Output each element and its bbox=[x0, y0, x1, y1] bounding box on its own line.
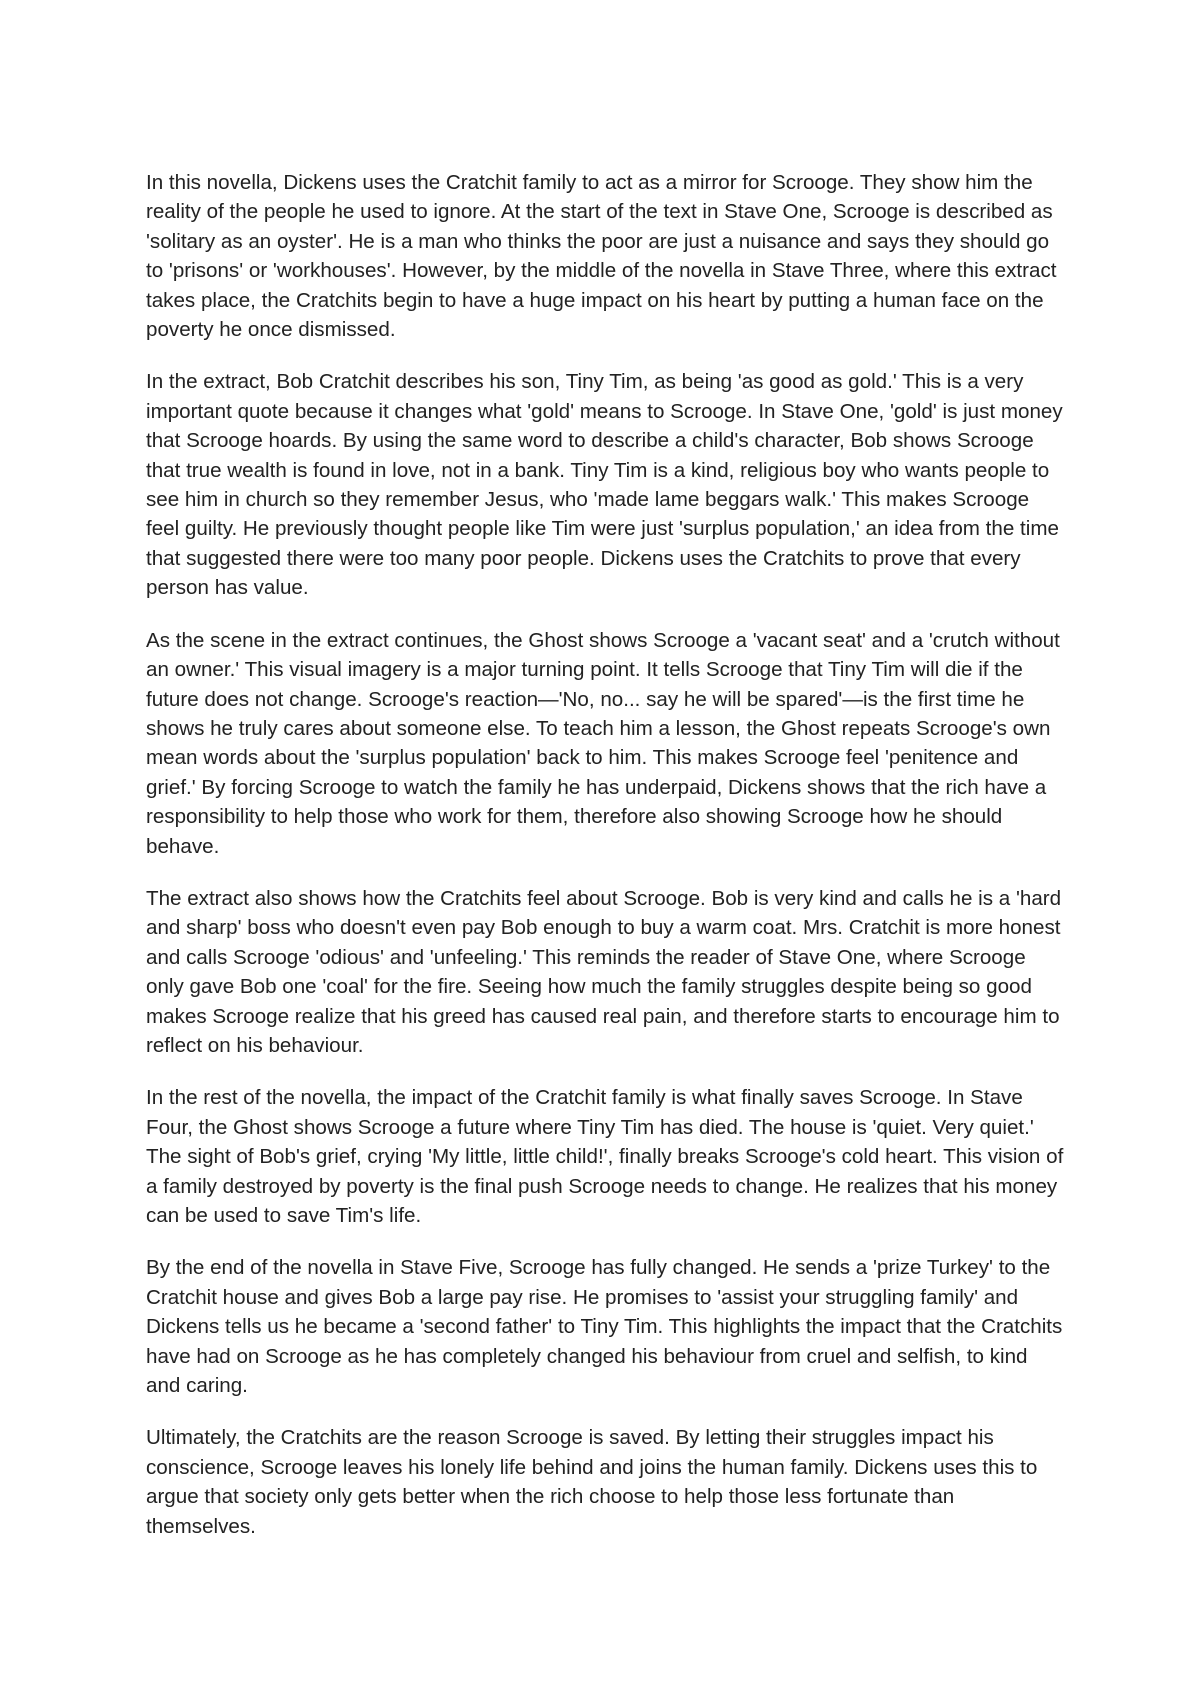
paragraph-2: In the extract, Bob Cratchit describes his son, Tiny Tim, as being 'as good as gold.' This is a very important quote because it changes what 'gold' means to Scrooge. In Stave One, 'gold' is just money that Scrooge hoards. By using the same word to describe a child's character, Bob shows Scrooge that true wealth is found in love, not in a bank. Tiny Tim is a kind, religious boy who wants people to see him in church so they remember Jesus, who 'made lame beggars walk.' This makes Scrooge feel guilty. He previously thought people like Tim were just 'surplus population,' an idea from the time that suggested there were too many poor people. Dickens uses the Cratchits to prove that every person has value. bbox=[146, 370, 1063, 600]
paragraph-1: In this novella, Dickens uses the Cratchit family to act as a mirror for Scrooge. They show him the reality of the people he used to ignore. At the start of the text in Stave One, Scrooge is described as 'solitary as an oyster'. He is a man who thinks the poor are just a nuisance and says they should go to 'prisons' or 'workhouses'. However, by the middle of the novella in Stave Three, where this extract takes place, the Cratchits begin to have a huge impact on his heart by putting a human face on the poverty he once dismissed. bbox=[146, 171, 1057, 342]
document-body bbox=[146, 168, 1066, 1564]
paragraph-7: Ultimately, the Cratchits are the reason Scrooge is saved. By letting their struggles impact his conscience, Scrooge leaves his lonely life behind and joins the human family. Dickens uses this to argue that society only gets better when the rich choose to help those less fortunate than themselves. bbox=[146, 1426, 1038, 1538]
paragraph-4: The extract also shows how the Cratchits feel about Scrooge. Bob is very kind and calls he is a 'hard and sharp' boss who doesn't even pay Bob enough to buy a warm coat. Mrs. Cratchit is more honest and calls Scrooge 'odious' and 'unfeeling.' This reminds the reader of Stave One, where Scrooge only gave Bob one 'coal' for the fire. Seeing how much the family struggles despite being so good makes Scrooge realize that his greed has caused real pain, and therefore starts to encourage him to reflect on his behaviour. bbox=[146, 886, 1062, 1057]
paragraph-3: As the scene in the extract continues, the Ghost shows Scrooge a 'vacant seat' and a 'crutch without an owner.' This visual imagery is a major turning point. It tells Scrooge that Tiny Tim will die if the future does not change. Scrooge's reaction—'No, no... say he will be spared'—is the first time he shows he truly cares about someone else. To teach him a lesson, the Ghost repeats Scrooge's own mean words about the 'surplus population' back to him. This makes Scrooge feel 'penitence and grief.' By forcing Scrooge to watch the family he has underpaid, Dickens shows that the rich have a responsibility to help those who work for them, therefore also showing Scrooge how he should behave. bbox=[146, 628, 1060, 858]
paragraph-6: By the end of the novella in Stave Five, Scrooge has fully changed. He sends a 'prize Turkey' to the Cratchit house and gives Bob a large pay rise. He promises to 'assist your struggling family' and Dickens tells us he became a 'second father' to Tiny Tim. This highlights the impact that the Cratchits have had on Scrooge as he has completely changed his behaviour from cruel and selfish, to kind and caring. bbox=[146, 1256, 1063, 1398]
paragraph-5: In the rest of the novella, the impact of the Cratchit family is what finally saves Scrooge. In Stave Four, the Ghost shows Scrooge a future where Tiny Tim has died. The house is 'quiet. Very quiet.' The sight of Bob's grief, crying 'My little, little child!', finally breaks Scrooge's cold heart. This vision of a family destroyed by poverty is the final push Scrooge needs to change. He realizes that his money can be used to save Tim's life. bbox=[146, 1086, 1064, 1227]
